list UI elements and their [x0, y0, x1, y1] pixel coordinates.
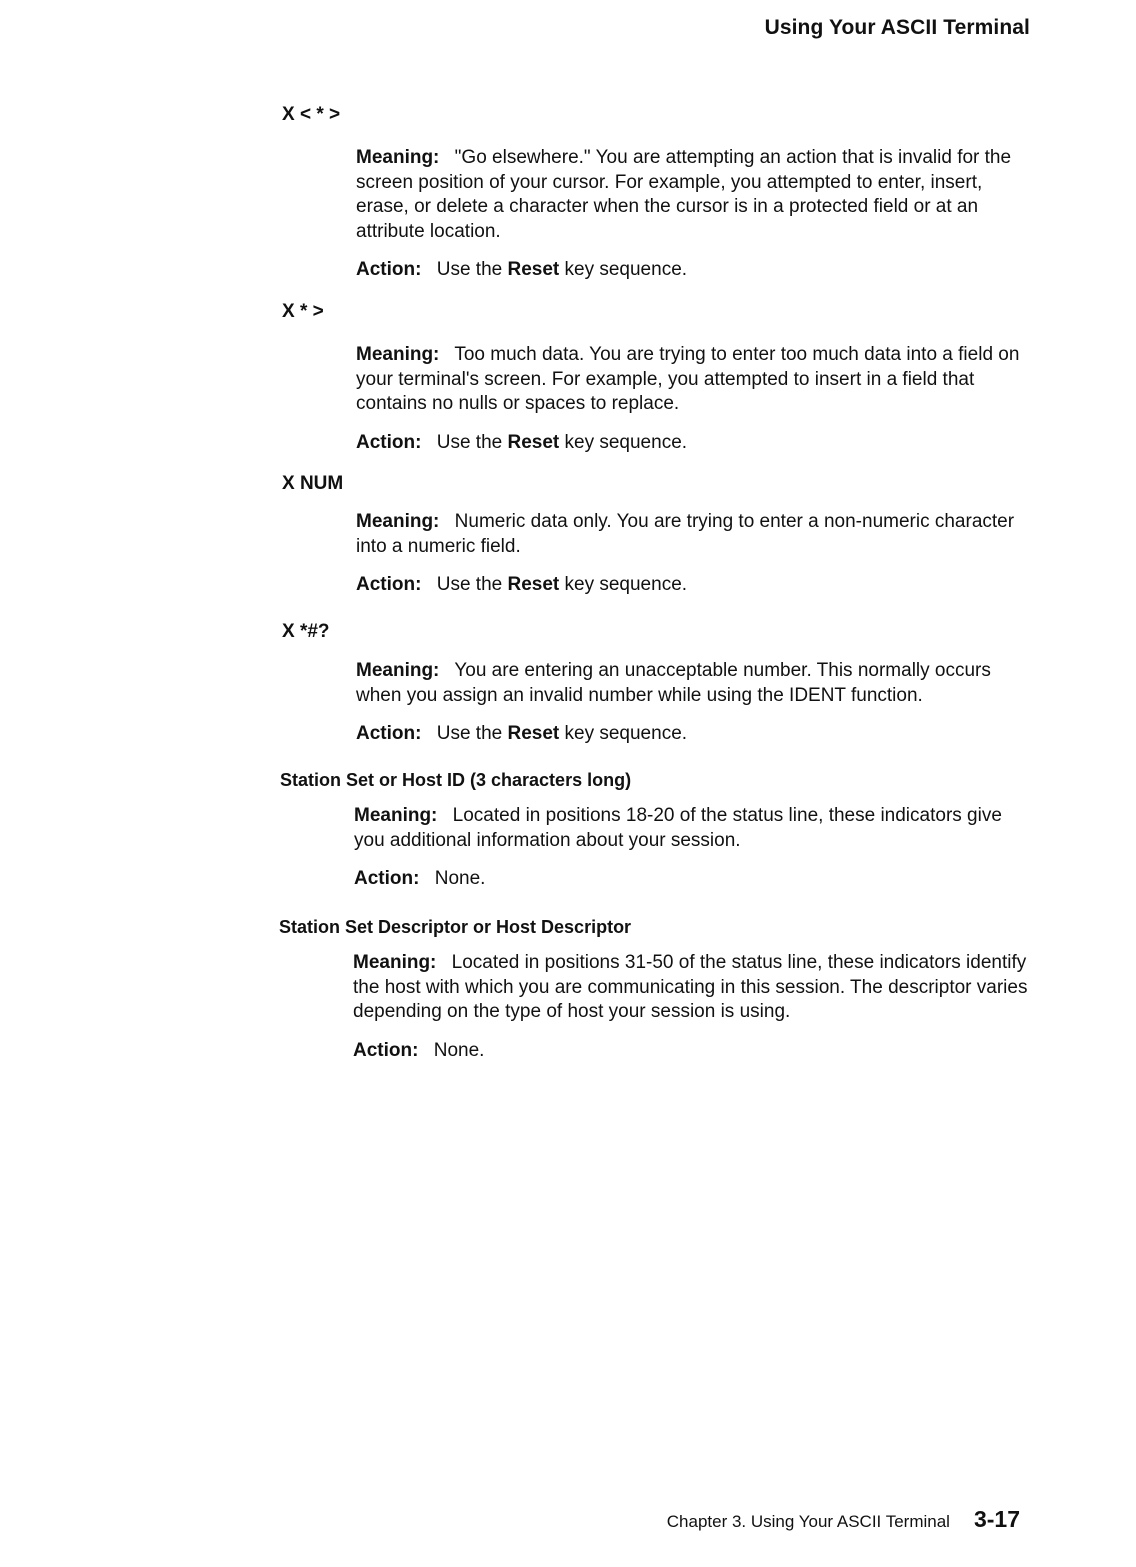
- action-paragraph: [353, 1039, 1033, 1064]
- page-footer: [667, 1506, 1020, 1533]
- entry-unacceptable-number: [282, 620, 1042, 747]
- action-post: key sequence.: [559, 259, 688, 280]
- action-label: Action:: [356, 723, 422, 744]
- meaning-text: You are entering an unacceptable number. This normally occurs when you assign an invalid number while using the IDENT function.: [356, 660, 991, 706]
- entry-station-set-host-id: [280, 768, 1040, 892]
- meaning-label: Meaning:: [356, 511, 440, 532]
- meaning-paragraph: [354, 804, 1034, 853]
- entry-body: [353, 951, 1033, 1063]
- action-label: Action:: [354, 868, 420, 889]
- meaning-label: Meaning:: [356, 344, 440, 365]
- entry-title: Station Set Descriptor or Host Descriptor: [279, 917, 632, 937]
- action-key: Reset: [507, 723, 560, 744]
- entry-go-elsewhere: [282, 103, 1042, 283]
- meaning-label: Meaning:: [356, 660, 440, 681]
- action-paragraph: [356, 258, 1036, 283]
- action-paragraph: [356, 573, 1036, 598]
- action-label: Action:: [356, 431, 422, 453]
- action-key: Reset: [507, 431, 560, 453]
- entry-title: X < * >: [282, 104, 341, 125]
- action-pre: Use the: [436, 431, 508, 453]
- action-pre: Use the: [436, 723, 508, 744]
- page-header-title: Using Your ASCII Terminal: [764, 16, 1030, 39]
- meaning-label: Meaning:: [354, 805, 438, 826]
- meaning-paragraph: [356, 510, 1036, 559]
- action-paragraph: [354, 867, 1034, 892]
- action-label: Action:: [356, 574, 422, 595]
- action-pre: Use the: [436, 574, 508, 595]
- action-paragraph: [356, 431, 1036, 456]
- entry-body: [356, 510, 1036, 598]
- footer-chapter: Chapter 3. Using Your ASCII Terminal: [666, 1512, 950, 1531]
- meaning-text: Too much data. You are trying to enter too much data into a field on your terminal's screen. For example, you attempted to insert in a field that contains no nulls or spaces to replace.: [356, 344, 1020, 414]
- entry-body: [356, 343, 1036, 455]
- entry-body: [356, 659, 1036, 747]
- meaning-label: Meaning:: [356, 147, 440, 168]
- action-post: key sequence.: [559, 431, 688, 453]
- meaning-text: "Go elsewhere." You are attempting an action that is invalid for the screen position of your cursor. For example, you attempted to enter, insert, erase, or delete a character when the cursor is in a protected field or at an attribute location.: [356, 147, 1012, 242]
- action-paragraph: [356, 722, 1036, 747]
- action-key: Reset: [507, 259, 560, 280]
- meaning-paragraph: [356, 146, 1036, 244]
- entry-title: X *#?: [282, 621, 330, 642]
- entry-station-set-descriptor: [279, 915, 1039, 1063]
- entry-title: Station Set or Host ID (3 characters long): [280, 770, 632, 790]
- meaning-text: Located in positions 18-20 of the status line, these indicators give you additional information about your session.: [354, 805, 1002, 851]
- action-text: None.: [433, 1039, 485, 1061]
- action-post: key sequence.: [559, 574, 688, 595]
- entry-title: X NUM: [282, 473, 344, 494]
- action-key: Reset: [507, 574, 560, 595]
- action-text: None.: [434, 868, 486, 889]
- meaning-text: Located in positions 31-50 of the status line, these indicators identify the host with which you are communicating in this session. The descriptor varies depending on the type of host your session is using.: [353, 952, 1028, 1022]
- meaning-paragraph: [353, 951, 1033, 1025]
- meaning-paragraph: [356, 659, 1036, 708]
- action-label: Action:: [356, 259, 422, 280]
- entry-too-much-data: [282, 300, 1042, 455]
- page-number: 3-17: [973, 1506, 1020, 1532]
- entry-title: X * >: [282, 301, 324, 322]
- entry-body: [356, 146, 1036, 283]
- action-pre: Use the: [436, 259, 508, 280]
- action-label: Action:: [353, 1039, 419, 1061]
- meaning-label: Meaning:: [353, 952, 437, 973]
- action-post: key sequence.: [559, 723, 688, 744]
- entry-numeric-only: [282, 472, 1042, 598]
- meaning-text: Numeric data only. You are trying to enter a non-numeric character into a numeric field.: [356, 511, 1015, 557]
- entry-body: [354, 804, 1034, 892]
- meaning-paragraph: [356, 343, 1036, 417]
